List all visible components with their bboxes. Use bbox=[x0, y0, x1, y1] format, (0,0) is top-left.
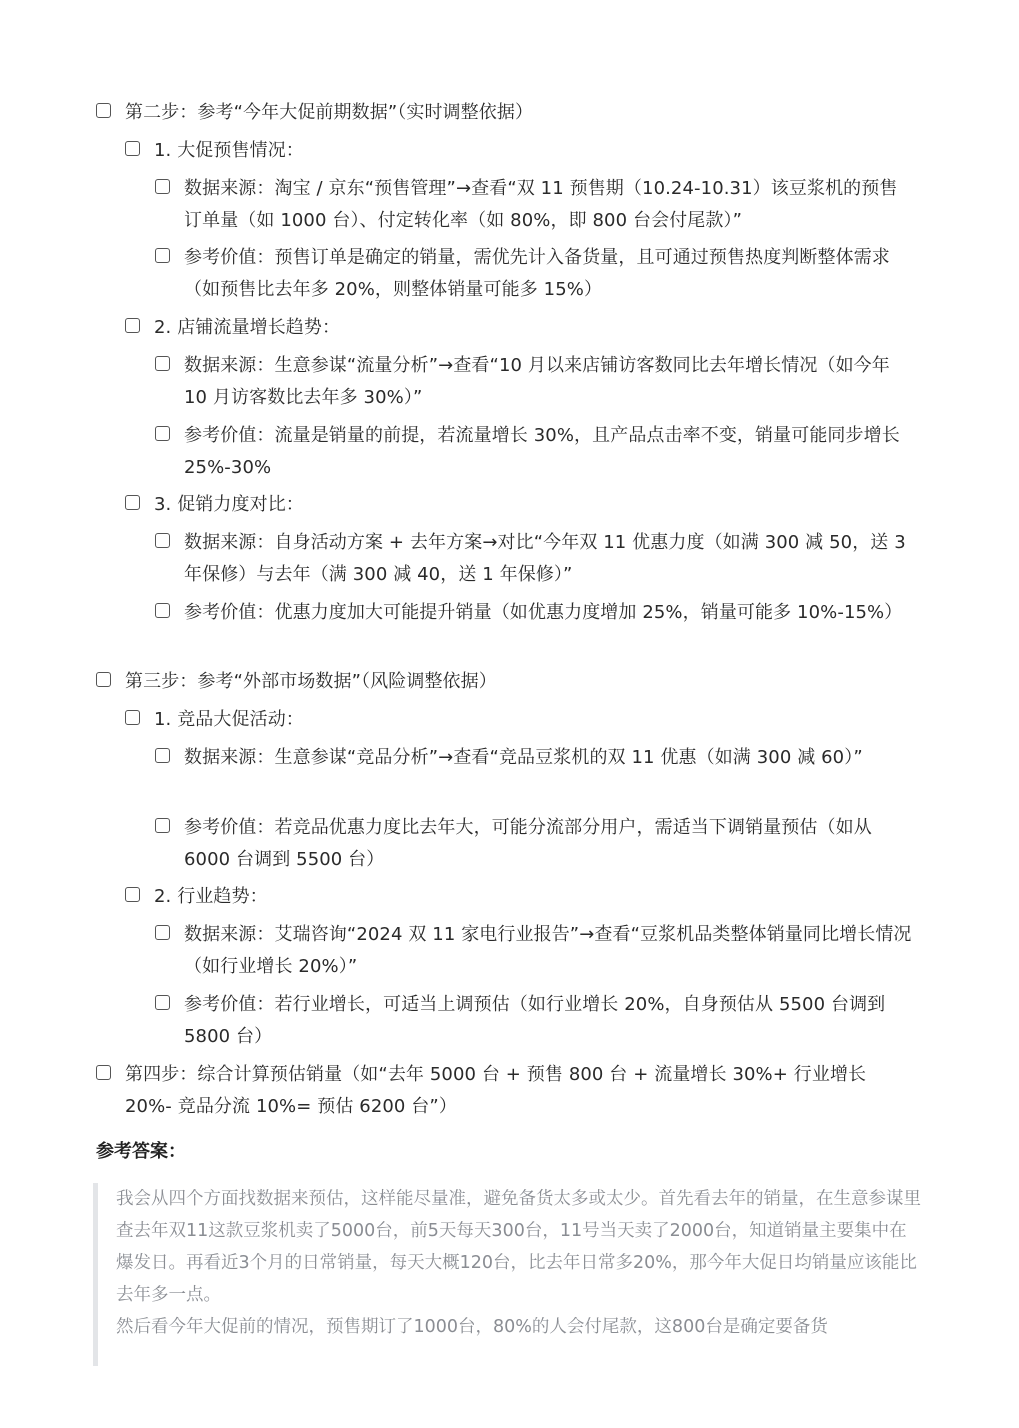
checklist-item-competitor-value[interactable] bbox=[155, 812, 915, 876]
checklist-item-promotion-source[interactable] bbox=[155, 527, 915, 591]
checklist-item-competitor-source[interactable] bbox=[155, 742, 915, 774]
checkbox[interactable] bbox=[96, 103, 111, 118]
checkbox[interactable] bbox=[155, 748, 170, 763]
checklist-item-text: 数据来源：艾瑞咨询“2024 双 11 家电行业报告”→查看“豆浆机品类整体销量同比增长情况（如行业增长 20%）” bbox=[184, 924, 912, 977]
checklist-item-promotion[interactable] bbox=[125, 489, 915, 521]
checkbox[interactable] bbox=[155, 248, 170, 263]
checkbox[interactable] bbox=[125, 141, 140, 156]
checklist-item-text: 2. 行业趋势： bbox=[154, 886, 268, 907]
checkbox[interactable] bbox=[155, 356, 170, 371]
checklist-item-competitor[interactable] bbox=[125, 704, 915, 736]
checkbox[interactable] bbox=[125, 495, 140, 510]
checkbox[interactable] bbox=[155, 179, 170, 194]
checklist-item-text: 第四步：综合计算预估销量（如“去年 5000 台 + 预售 800 台 + 流量增长 30%+ 行业增长 20%- 竞品分流 10%= 预估 6200 台”） bbox=[125, 1064, 867, 1117]
checklist-item-industry-source[interactable] bbox=[155, 919, 915, 983]
checkbox[interactable] bbox=[125, 710, 140, 725]
checklist-item-traffic[interactable] bbox=[125, 312, 915, 344]
checklist-item-presale[interactable] bbox=[125, 135, 915, 167]
checklist-item-text: 1. 大促预售情况： bbox=[154, 140, 304, 161]
answer-heading: 参考答案： bbox=[96, 1141, 186, 1162]
checklist-item-text: 参考价值：若竞品优惠力度比去年大，可能分流部分用户，需适当下调销量预估（如从 6000 台调到 5500 台） bbox=[184, 817, 872, 870]
answer-paragraph: 然后看今年大促前的情况，预售期订了1000台，80%的人会付尾款，这800台是确定要备货 bbox=[116, 1317, 828, 1337]
checklist-item-step-4[interactable] bbox=[96, 1059, 916, 1123]
answer-paragraph: 我会从四个方面找数据来预估，这样能尽量准，避免备货太多或太少。首先看去年的销量，在生意参谋里查去年双11这款豆浆机卖了5000台，前5天每天300台，11号当天卖了2000台，知道销量主要集中在爆发日。再看近3个月的日常销量，每天大概120台，比去年日常多20%，那今年大促日均销量应该能比去年多一点。 bbox=[116, 1189, 921, 1305]
checkbox[interactable] bbox=[96, 1065, 111, 1080]
checklist-item-step-3[interactable] bbox=[96, 666, 916, 698]
checklist-item-text: 1. 竞品大促活动： bbox=[154, 709, 304, 730]
checkbox[interactable] bbox=[125, 318, 140, 333]
checklist-item-text: 2. 店铺流量增长趋势： bbox=[154, 317, 341, 338]
checklist-item-text: 参考价值：优惠力度加大可能提升销量（如优惠力度增加 25%，销量可能多 10%-15%） bbox=[184, 602, 903, 623]
checklist-item-industry[interactable] bbox=[125, 881, 915, 913]
checklist-item-text: 数据来源：自身活动方案 + 去年方案→对比“今年双 11 优惠力度（如满 300 减 50，送 3 年保修）与去年（满 300 减 40，送 1 年保修）” bbox=[184, 532, 906, 585]
checklist-item-industry-value[interactable] bbox=[155, 989, 915, 1053]
answer-blockquote bbox=[93, 1183, 923, 1366]
checklist-item-presale-value[interactable] bbox=[155, 242, 915, 306]
checkbox[interactable] bbox=[155, 533, 170, 548]
checklist-item-presale-source[interactable] bbox=[155, 173, 915, 237]
checklist-item-step-2[interactable] bbox=[96, 97, 916, 129]
checklist-item-text: 第三步：参考“外部市场数据”（风险调整依据） bbox=[125, 671, 497, 692]
checkbox[interactable] bbox=[155, 426, 170, 441]
checklist-item-text: 数据来源：生意参谋“流量分析”→查看“10 月以来店铺访客数同比去年增长情况（如今年 10 月访客数比去年多 30%）” bbox=[184, 355, 890, 408]
checklist-item-promotion-value[interactable] bbox=[155, 597, 915, 629]
checklist-item-text: 第二步：参考“今年大促前期数据”（实时调整依据） bbox=[125, 102, 534, 123]
checkbox[interactable] bbox=[96, 672, 111, 687]
checklist-item-text: 参考价值：若行业增长，可适当上调预估（如行业增长 20%，自身预估从 5500 台调到 5800 台） bbox=[184, 994, 886, 1047]
checkbox[interactable] bbox=[125, 887, 140, 902]
checklist-item-text: 3. 促销力度对比： bbox=[154, 494, 304, 515]
checklist-item-traffic-value[interactable] bbox=[155, 420, 915, 484]
checkbox[interactable] bbox=[155, 818, 170, 833]
checklist-item-text: 参考价值：预售订单是确定的销量，需优先计入备货量，且可通过预售热度判断整体需求（如预售比去年多 20%，则整体销量可能多 15%） bbox=[184, 247, 890, 300]
checklist-item-text: 参考价值：流量是销量的前提，若流量增长 30%，且产品点击率不变，销量可能同步增长 25%-30% bbox=[184, 425, 900, 478]
checkbox[interactable] bbox=[155, 995, 170, 1010]
checklist-item-text: 数据来源：生意参谋“竞品分析”→查看“竞品豆浆机的双 11 优惠（如满 300 减 60）” bbox=[184, 747, 863, 768]
checklist-item-text: 数据来源：淘宝 / 京东“预售管理”→查看“双 11 预售期（10.24-10.31）该豆浆机的预售订单量（如 1000 台）、付定转化率（如 80%，即 800 台会付尾款）” bbox=[184, 178, 898, 231]
checkbox[interactable] bbox=[155, 603, 170, 618]
checklist-item-traffic-source[interactable] bbox=[155, 350, 915, 414]
checkbox[interactable] bbox=[155, 925, 170, 940]
